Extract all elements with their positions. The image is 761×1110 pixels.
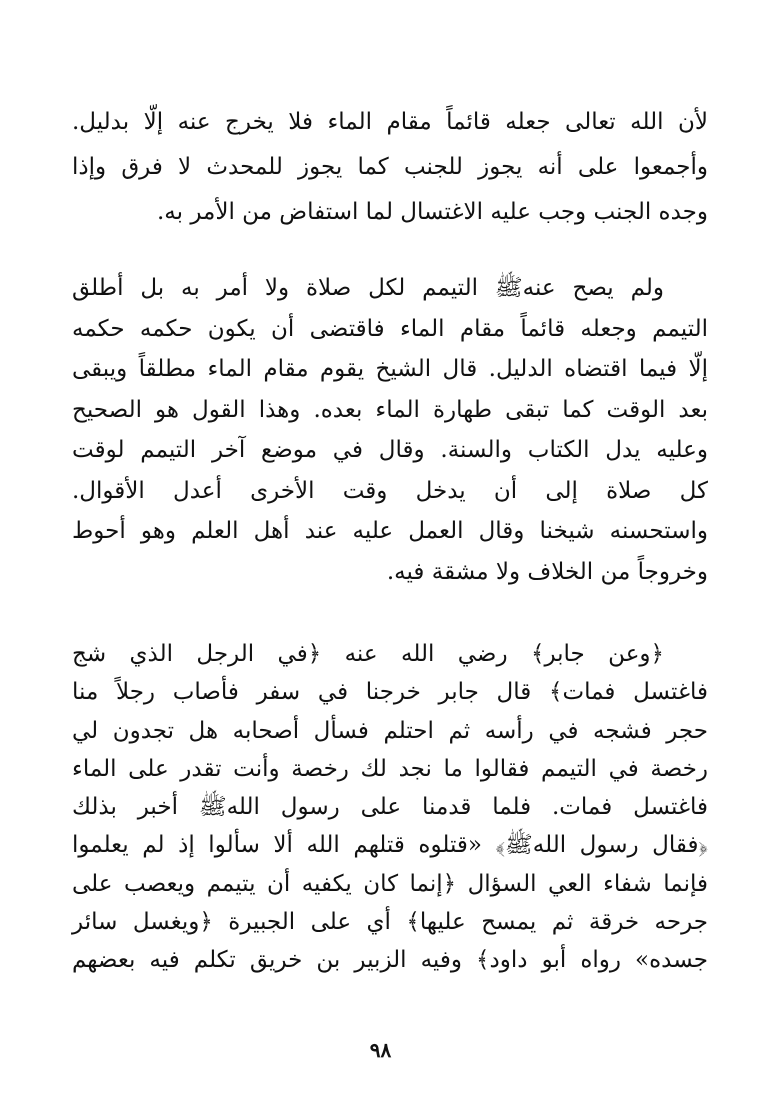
text-line: وجده الجنب وجب عليه الاغتسال لما استفاض من الأمر به. [156, 199, 708, 225]
page-number: ٩٨ [369, 1038, 392, 1062]
text-line: ﴿فقال رسول اللهﷺ﴾ «قتلوه قتلهم الله ألا سألوا إذ لم يعلموا [72, 832, 708, 859]
text-line: جسده» رواه أبو داود﴾ وفيه الزبير بن خريق تكلم فيه بعضهم [72, 947, 708, 974]
text-line: فاغتسل فمات. فلما قدمنا على رسول اللهﷺ أخبر بذلك [72, 794, 708, 821]
text-line: حجر فشجه في رأسه ثم احتلم فسأل أصحابه هل تجدون لي [72, 717, 708, 744]
text-line: جرحه خرقة ثم يمسح عليها﴾ أي على الجبيرة ﴿ويغسل سائر [72, 909, 708, 936]
text-line: كل صلاة إلى أن يدخل وقت الأخرى أعدل الأقوال. [72, 477, 708, 504]
text-line: فإنما شفاء العي السؤال ﴿إنما كان يكفيه أن يتيمم ويعصب على [72, 870, 708, 897]
text-line: ولم يصح عنهﷺ التيمم لكل صلاة ولا أمر به بل أطلق [72, 275, 664, 301]
text-line: إلّا فيما اقتضاه الدليل. قال الشيخ يقوم مقام الماء مطلقاً ويبقى [72, 356, 708, 382]
paragraph-1 [72, 100, 708, 235]
paragraph-3 [72, 635, 708, 980]
text-line: رخصة في التيمم فقالوا ما نجد لك رخصة وأنت تقدر على الماء [72, 755, 708, 782]
text-line: لأن الله تعالى جعله قائماً مقام الماء فلا يخرج عنه إلّا بدليل. [72, 109, 708, 135]
paragraph-2 [72, 268, 708, 592]
text-line: فاغتسل فمات﴾ قال جابر خرجنا في سفر فأصاب رجلاً منا [72, 679, 708, 706]
text-line: واستحسنه شيخنا وقال العمل عليه عند أهل العلم وهو أحوط [72, 518, 708, 544]
text-line: وخروجاً من الخلاف ولا مشقة فيه. [386, 558, 708, 585]
text-line: التيمم وجعله قائماً مقام الماء فاقتضى أن يكون حكمه حكمه [72, 315, 708, 342]
text-line: وعليه يدل الكتاب والسنة. وقال في موضع آخر التيمم لوقت [72, 437, 708, 463]
text-line: بعد الوقت كما تبقى طهارة الماء بعده. وهذا القول هو الصحيح [72, 396, 708, 423]
text-line: ﴿وعن جابر﴾ رضي الله عنه ﴿في الرجل الذي شج [72, 641, 664, 667]
text-line: وأجمعوا على أنه يجوز للجنب كما يجوز للمحدث لا فرق وإذا [72, 154, 708, 180]
